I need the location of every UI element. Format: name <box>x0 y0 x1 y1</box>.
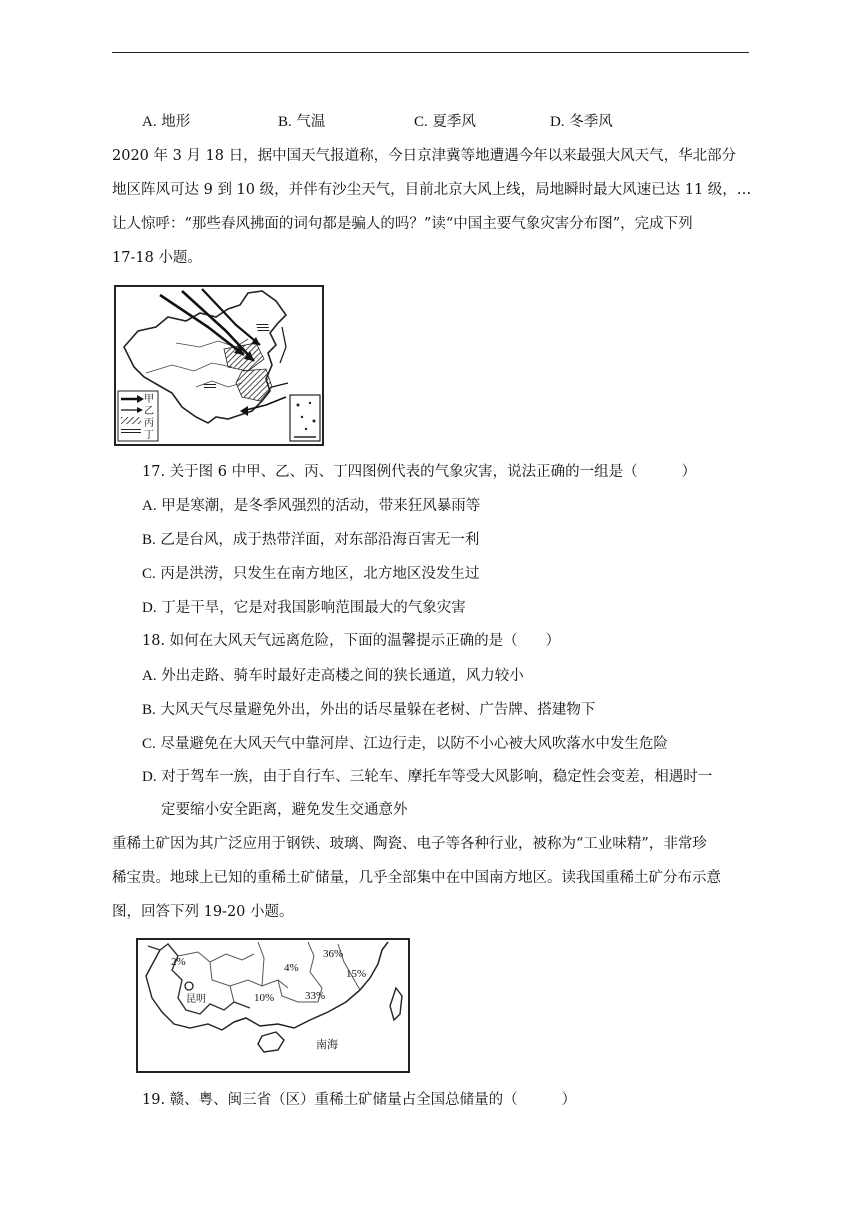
intro2-line1: 重稀土矿因为其广泛应用于钢铁、玻璃、陶瓷、电子等各种行业，被称为“工业味精”，非常珍 <box>112 836 707 852</box>
q18-option-d-continuation: 定要缩小安全距离，避免发生交通意外 <box>161 802 408 818</box>
intro1-line2: 地区阵风可达 9 到 10 级，并伴有沙尘天气，目前北京大风上线，局地瞬时最大风速已达 11 级，… <box>112 182 752 198</box>
q18-option-d: D. 对于驾车一族，由于自行车、三轮车、摩托车等受大风影响，稳定性会变差，相遇时一 <box>142 769 713 785</box>
q17-option-d: D. 丁是干旱，它是对我国影响范围最大的气象灾害 <box>142 600 466 616</box>
q17-option-a: A. 甲是寒潮，是冬季风强烈的活动，带来狂风暴雨等 <box>142 498 481 514</box>
q18-option-c: C. 尽量避免在大风天气中靠河岸、江边行走，以防不小心被大风吹落水中发生危险 <box>142 736 668 752</box>
q16-option-c: C. 夏季风 <box>414 114 476 130</box>
label-33-percent: 33% <box>305 990 326 1002</box>
legend-label-bing: 丙 <box>144 418 154 429</box>
q16-option-a: A. 地形 <box>142 114 191 130</box>
q18-option-b: B. 大风天气尽量避免外出，外出的话尽量躲在老树、广告牌、搭建物下 <box>142 702 596 718</box>
label-kunming: 昆明 <box>186 994 206 1005</box>
label-10-percent: 10% <box>254 992 275 1004</box>
rare-earth-distribution-map <box>136 938 410 1073</box>
intro2-line2: 稀宝贵。地球上已知的重稀土矿储量，几乎全部集中在中国南方地区。读我国重稀土矿分布示意 <box>112 870 721 886</box>
intro1-line3: 让人惊呼：“那些春风拂面的词句都是骗人的吗？”读“中国主要气象灾害分布图”，完成下列 <box>112 216 693 232</box>
q17-option-b: B. 乙是台风，成于热带洋面，对东部沿海百害无一利 <box>142 532 480 548</box>
label-nanhai: 南海 <box>316 1038 338 1051</box>
legend-label-jia: 甲 <box>144 394 154 405</box>
label-36-percent: 36% <box>323 948 344 960</box>
q17-option-c: C. 丙是洪涝，只发生在南方地区，北方地区没发生过 <box>142 566 480 582</box>
label-4-percent: 4% <box>284 962 299 974</box>
q17-stem: 17. 关于图 6 中甲、乙、丙、丁四图例代表的气象灾害，说法正确的一组是（ ） <box>142 464 697 480</box>
intro2-line3: 图，回答下列 19-20 小题。 <box>112 904 294 920</box>
header-rule <box>112 52 749 53</box>
q16-option-d: D. 冬季风 <box>550 114 613 130</box>
q18-stem: 18. 如何在大风天气远离危险，下面的温馨提示正确的是（ ） <box>142 633 561 649</box>
q16-option-b: B. 气温 <box>278 114 326 130</box>
label-2-percent: 2% <box>171 956 186 968</box>
q18-option-a: A. 外出走路、骑车时最好走高楼之间的狭长通道，风力较小 <box>142 668 524 684</box>
intro1-line1: 2020 年 3 月 18 日，据中国天气报道称，今日京津冀等地遭遇今年以来最强大风天气，华北部分 <box>112 148 737 164</box>
legend-label-ding: 丁 <box>144 430 154 441</box>
legend-label-yi: 乙 <box>144 406 154 417</box>
label-15-percent: 15% <box>346 968 367 980</box>
weather-disaster-map <box>114 285 324 446</box>
q19-stem: 19. 赣、粤、闽三省（区）重稀土矿储量占全国总储量的（ ） <box>142 1092 577 1108</box>
intro1-line4: 17-18 小题。 <box>112 250 202 266</box>
